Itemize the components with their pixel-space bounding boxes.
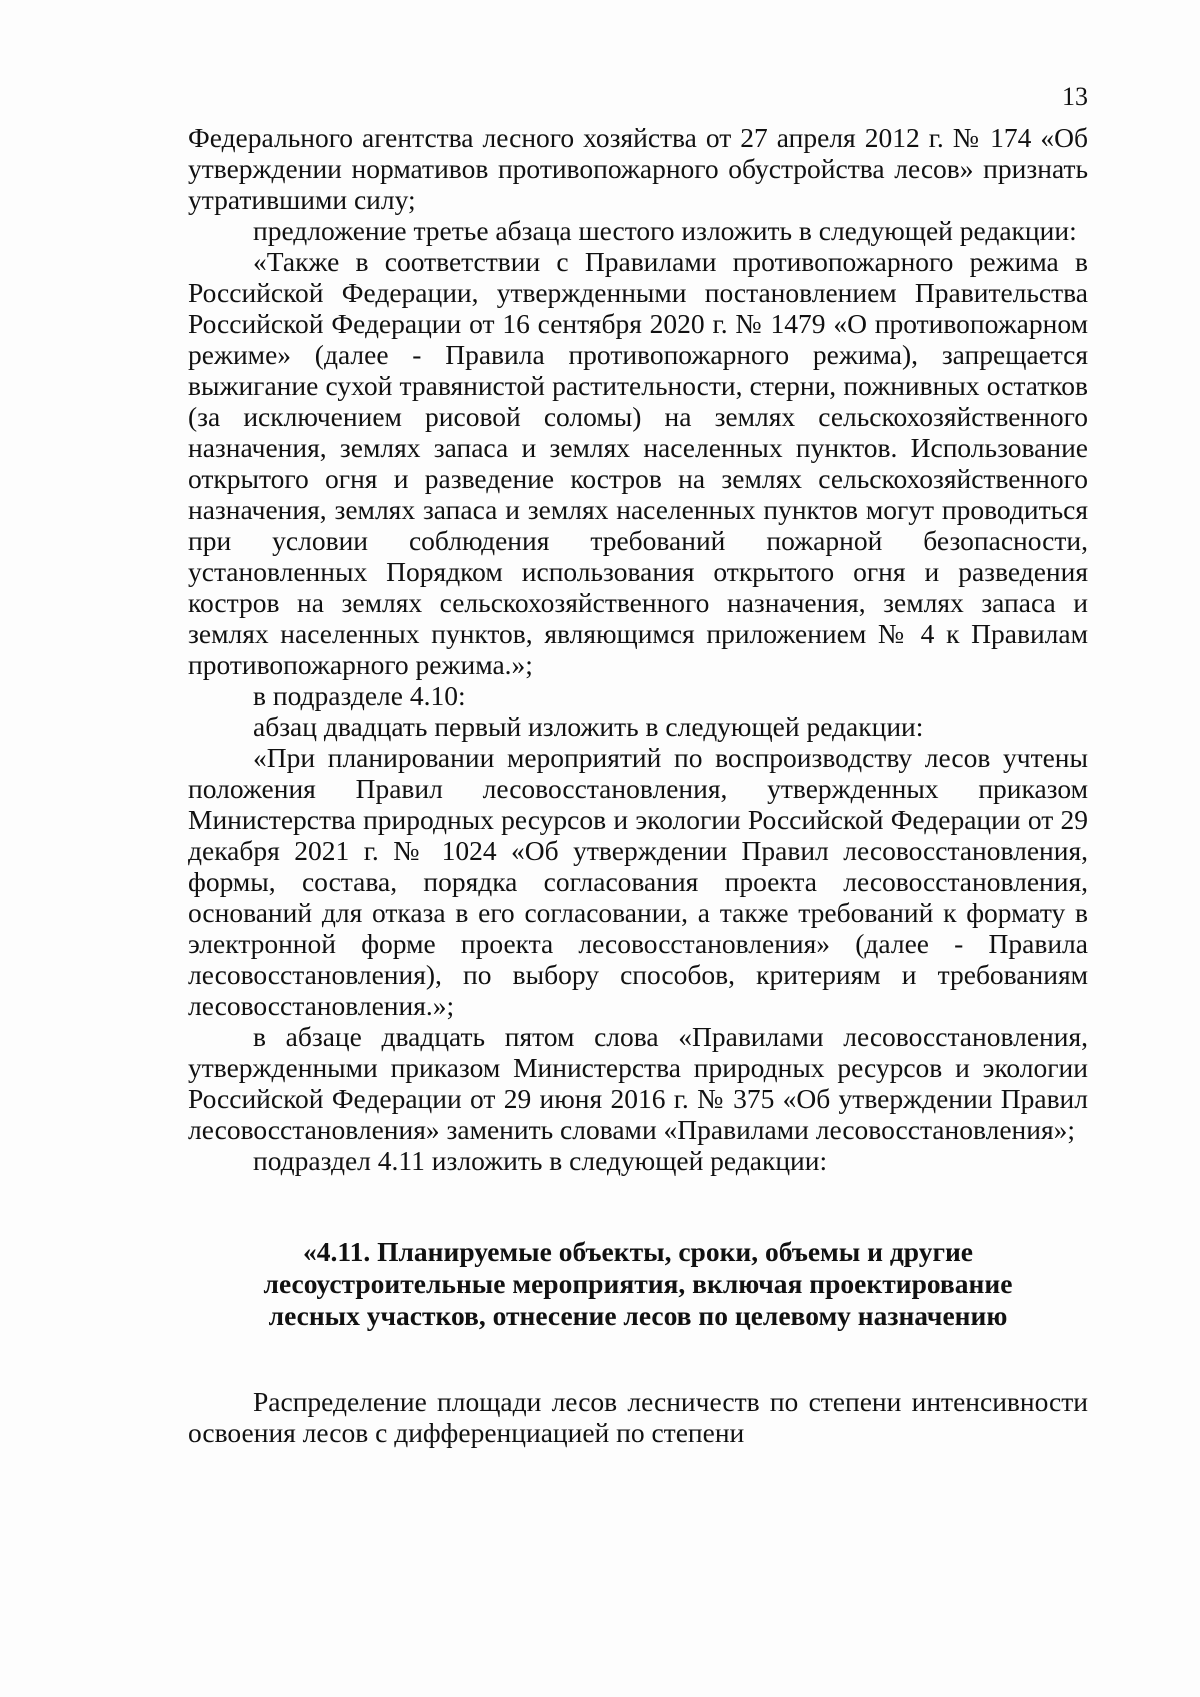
- paragraph: в абзаце двадцать пятом слова «Правилами лесовосстановления, утвержденными приказом Министерства природных ресурсов и экологии Российской Федерации от 29 июня 2016 г. № 375 «Об утверждении Правил лесовосстановления» заменить словами «Правилами лесовосстановления»;: [188, 1021, 1088, 1145]
- paragraph: предложение третье абзаца шестого изложить в следующей редакции:: [253, 215, 1077, 246]
- section-heading-line: лесных участков, отнесение лесов по целевому назначению: [268, 1300, 1008, 1331]
- paragraph: в подразделе 4.10:: [253, 680, 466, 711]
- document-body: [188, 122, 1088, 1448]
- body-text-after-heading: [188, 1386, 1088, 1448]
- paragraph: Федерального агентства лесного хозяйства от 27 апреля 2012 г. № 174 «Об утверждении нормативов противопожарного обустройства лесов» признать утратившими силу;: [188, 122, 1088, 215]
- section-heading-line: лесоустроительные мероприятия, включая проектирование: [263, 1268, 1013, 1299]
- section-heading: [188, 1236, 1088, 1332]
- paragraph: подраздел 4.11 изложить в следующей редакции:: [253, 1145, 828, 1176]
- paragraph: Распределение площади лесов лесничеств по степени интенсивности освоения лесов с дифференциацией по степени: [188, 1386, 1088, 1448]
- section-heading-line: «4.11. Планируемые объекты, сроки, объемы и другие: [303, 1236, 973, 1267]
- paragraph: абзац двадцать первый изложить в следующей редакции:: [253, 711, 924, 742]
- page-number: 13: [1062, 82, 1088, 111]
- body-text-before-heading: [188, 122, 1088, 1176]
- paragraph: «При планировании мероприятий по воспроизводству лесов учтены положения Правил лесовосстановления, утвержденных приказом Министерства природных ресурсов и экологии Российской Федерации от 29 декабря 2021 г. № 1024 «Об утверждении Правил лесовосстановления, формы, состава, порядка согласования проекта лесовосстановления, оснований для отказа в его согласовании, а также требований к формату в электронной форме проекта лесовосстановления» (далее - Правила лесовосстановления), по выбору способов, критериям и требованиям лесовосстановления.»;: [188, 742, 1088, 1021]
- paragraph: «Также в соответствии с Правилами противопожарного режима в Российской Федерации, утвержденными постановлением Правительства Российской Федерации от 16 сентября 2020 г. № 1479 «О противопожарном режиме» (далее - Правила противопожарного режима), запрещается выжигание сухой травянистой растительности, стерни, пожнивных остатков (за исключением рисовой соломы) на землях сельскохозяйственного назначения, землях запаса и землях населенных пунктов. Использование открытого огня и разведение костров на землях сельскохозяйственного назначения, землях запаса и землях населенных пунктов могут проводиться при условии соблюдения требований пожарной безопасности, установленных Порядком использования открытого огня и разведения костров на землях сельскохозяйственного назначения, землях запаса и землях населенных пунктов, являющимся приложением № 4 к Правилам противопожарного режима.»;: [188, 246, 1088, 680]
